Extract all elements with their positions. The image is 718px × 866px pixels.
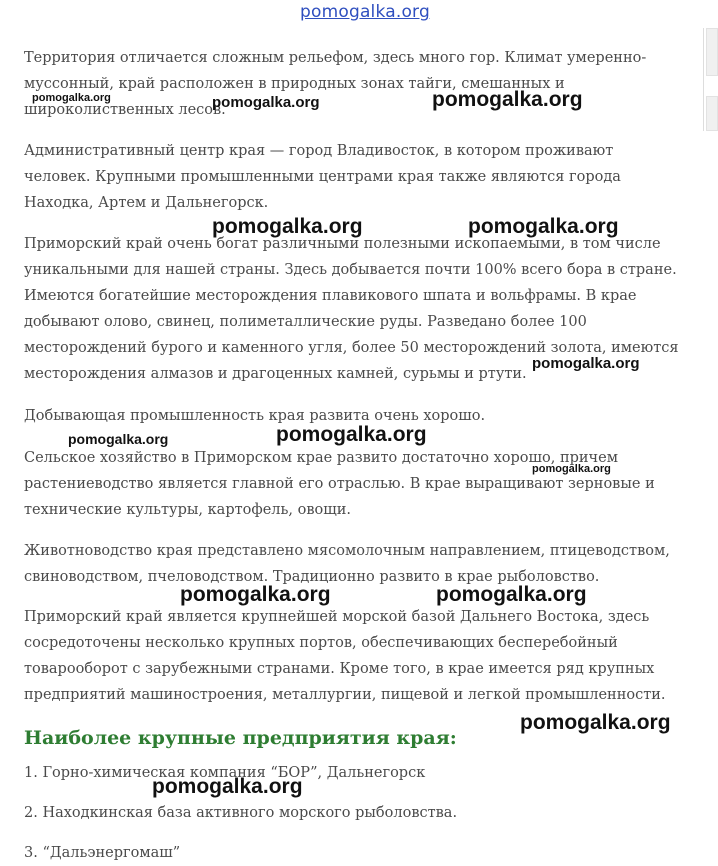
- watermark: pomogalka.org: [532, 355, 640, 372]
- watermark: pomogalka.org: [180, 583, 331, 606]
- site-logo-link[interactable]: pomogalka.org: [300, 2, 430, 22]
- watermark: pomogalka.org: [532, 463, 611, 475]
- watermark: pomogalka.org: [152, 775, 303, 798]
- paragraph-minerals: Приморский край очень богат различными полезными ископаемыми, в том числе уникальными для нашей страны. Здесь добывается почти 100% всего бора в стране. Имеются богатейшие месторождения плавикового шпата и вольфрамы. В крае добывают олово, свинец, полиметаллические руды. Разведано более 100 месторождений бурого и каменного угля, более 50 месторождений золота, имеются месторождения алмазов и драгоценных камней, сурьмы и ртути.: [24, 236, 679, 382]
- paragraph-agriculture: Сельское хозяйство в Приморском крае развито достаточно хорошо, причем растениеводство является главной его отраслью. В крае выращивают зерновые и технические культуры, картофель, овощи.: [24, 450, 655, 518]
- paragraph-mining: Добывающая промышленность края развита очень хорошо.: [24, 408, 486, 424]
- scrollbar-segment[interactable]: [706, 28, 718, 76]
- paragraph-admin-center: Административный центр края — город Владивосток, в котором проживают человек. Крупными промышленными центрами края также являются города Находка, Артем и Дальнегорск.: [24, 143, 621, 211]
- scrollbar[interactable]: [703, 28, 718, 131]
- watermark: pomogalka.org: [212, 215, 363, 238]
- list-item: 3. “Дальэнергомаш”: [24, 845, 181, 861]
- paragraph-sea-base: Приморский край является крупнейшей морской базой Дальнего Востока, здесь сосредоточены несколько крупных портов, обеспечивающих бесперебойный товарооборот с зарубежными странами. Кроме того, в крае имеется ряд крупных предприятий машиностроения, металлургии, пищевой и легкой промышленности.: [24, 609, 666, 703]
- list-item: 1. Горно-химическая компания “БОР”, Дальнегорск: [24, 765, 426, 781]
- watermark: pomogalka.org: [68, 431, 169, 447]
- watermark: pomogalka.org: [436, 583, 587, 606]
- list-item: 2. Находкинская база активного морского рыболовства.: [24, 805, 458, 821]
- paragraph-relief: Территория отличается сложным рельефом, здесь много гор. Климат умеренно-муссонный, край расположен в природных зонах тайги, смешанных и широколиственных лесов.: [24, 50, 647, 118]
- watermark: pomogalka.org: [212, 94, 320, 111]
- watermark: pomogalka.org: [520, 711, 671, 734]
- section-heading: Наиболее крупные предприятия края:: [24, 727, 457, 749]
- watermark: pomogalka.org: [468, 215, 619, 238]
- scrollbar-segment[interactable]: [706, 96, 718, 131]
- watermark: pomogalka.org: [32, 92, 111, 104]
- watermark: pomogalka.org: [276, 423, 427, 446]
- watermark: pomogalka.org: [432, 88, 583, 111]
- paragraph-livestock: Животноводство края представлено мясомолочным направлением, птицеводством, свиноводством, пчеловодством. Традиционно развито в крае рыболовство.: [24, 543, 670, 585]
